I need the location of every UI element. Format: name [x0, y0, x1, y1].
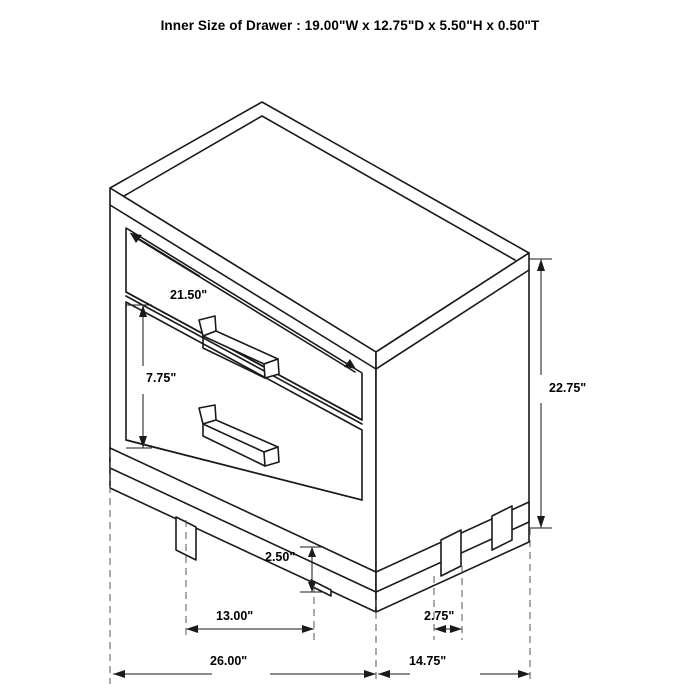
dim-label-drawer-front-height: 7.75" — [146, 371, 177, 385]
dim-label-leg-inset-side: 2.75" — [424, 609, 455, 623]
dim-label-drawer-front-width: 21.50" — [170, 288, 208, 302]
dim-14-75 — [378, 670, 530, 678]
dim-2-75 — [434, 625, 462, 633]
page-title: Inner Size of Drawer : 19.00"W x 12.75"D x 5.50"H x 0.50"T — [160, 18, 540, 33]
dim-label-overall-depth: 14.75" — [409, 654, 447, 668]
dim-label-leg-inset-front: 13.00" — [216, 609, 254, 623]
dim-13-00 — [186, 625, 314, 633]
dim-label-base-clearance: 2.50" — [265, 550, 296, 564]
dim-26-00 — [113, 670, 376, 678]
dim-label-overall-height: 22.75" — [549, 381, 587, 395]
dim-label-overall-width: 26.00" — [210, 654, 248, 668]
